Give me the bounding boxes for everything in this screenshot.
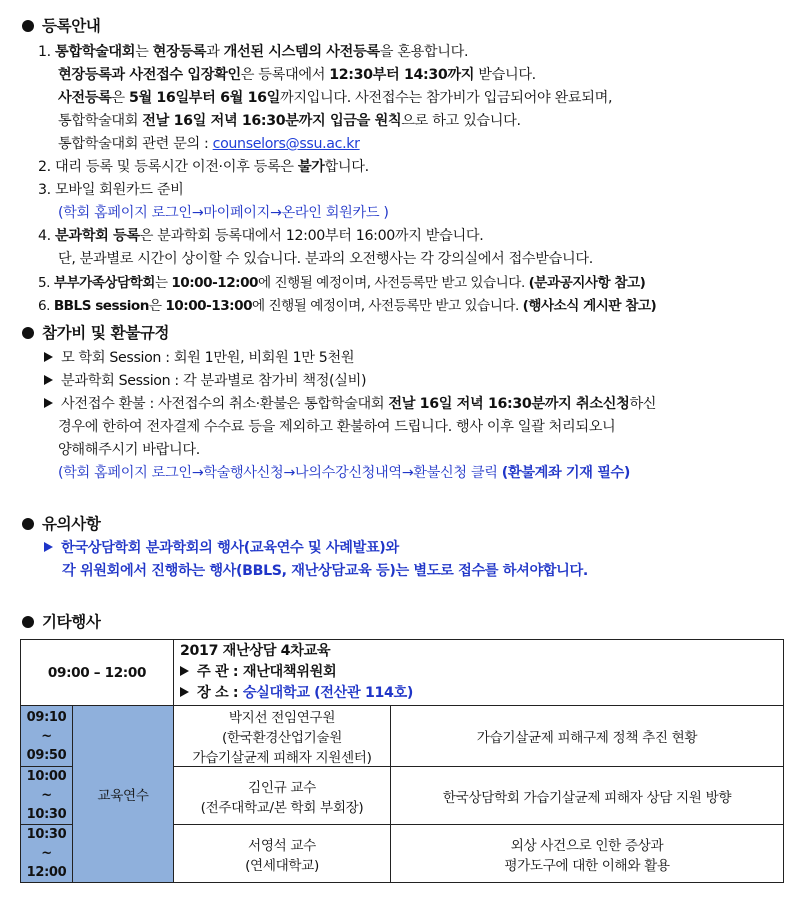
registration-line-6: 2. 대리 등록 및 등록시간 이전·이후 등록은 불가합니다. xyxy=(38,159,369,175)
triangle-bullet-icon xyxy=(44,375,53,385)
registration-line-9: 4. 분과학회 등록은 분과학회 등록대에서 12:00부터 16:00까지 받습니다. xyxy=(38,228,484,244)
bullet-circle-icon xyxy=(22,518,34,530)
session-time: 10:30 ~ 12:00 xyxy=(21,825,73,883)
triangle-bullet-icon xyxy=(180,666,189,676)
session-category: 교육연수 xyxy=(73,706,174,883)
registration-line-10: 단, 분과별로 시간이 상이할 수 있습니다. 분과의 오전행사는 각 강의실에서 접수받습니다. xyxy=(58,251,593,267)
bullet-circle-icon xyxy=(22,20,34,32)
bullet-circle-icon xyxy=(22,616,34,628)
session-speaker: 박지선 전임연구원 (한국환경산업기술원 가습기살균제 피해자 지원센터) xyxy=(174,706,391,767)
bullet-circle-icon xyxy=(22,327,34,339)
fee-line-1: 모 학회 Session : 회원 1만원, 비회원 1만 5천원 xyxy=(44,347,354,367)
event-time: 09:00 – 12:00 xyxy=(21,640,174,706)
section-heading-notes: 유의사항 xyxy=(22,512,101,534)
event-organizer: 주 관 : 재난대책위원회 xyxy=(180,662,777,683)
registration-line-4: 통합학술대회 전날 16일 저녁 16:30분까지 입금을 원칙으로 하고 있습니다. xyxy=(58,113,521,129)
note-line-1: 한국상담학회 분과학회의 행사(교육연수 및 사례발표)와 xyxy=(44,537,399,557)
registration-line-3: 사전등록은 5월 16일부터 6월 16일까지입니다. 사전접수는 참가비가 입금되어야 완료되며, xyxy=(58,90,613,106)
fee-line-4: 경우에 한하여 전자결제 수수료 등을 제외하고 환불하여 드립니다. 행사 이후 일괄 처리되오니 xyxy=(58,419,616,435)
fee-line-5: 양해해주시기 바랍니다. xyxy=(58,442,200,458)
session-topic: 한국상담학회 가습기살균제 피해자 상담 지원 방향 xyxy=(391,767,784,825)
fee-line-6: (학회 홈페이지 로그인→학술행사신청→나의수강신청내역→환불신청 클릭 (환불계좌 기재 필수) xyxy=(58,465,631,481)
event-title: 2017 재난상담 4차교육 xyxy=(180,643,331,659)
triangle-bullet-icon xyxy=(44,542,53,552)
event-header-row xyxy=(21,640,784,706)
registration-line-1: 1. 통합학술대회는 현장등록과 개선된 시스템의 사전등록을 혼용합니다. xyxy=(38,44,469,60)
fee-line-3: 사전접수 환불 : 사전접수의 취소·환불은 통합학술대회 전날 16일 저녁 16:30분까지 취소신청하신 xyxy=(44,393,656,413)
section-heading-registration: 등록안내 xyxy=(22,14,101,36)
section-heading-fees: 참가비 및 환불규정 xyxy=(22,321,169,343)
session-topic: 외상 사건으로 인한 증상과 평가도구에 대한 이해와 활용 xyxy=(391,825,784,883)
triangle-bullet-icon xyxy=(180,687,189,697)
session-speaker: 김인규 교수 (전주대학교/본 학회 부회장) xyxy=(174,767,391,825)
event-venue: 장 소 : 숭실대학교 (전산관 114호) xyxy=(180,683,777,704)
contact-email-link[interactable]: counselors@ssu.ac.kr xyxy=(212,136,360,152)
registration-line-5: 통합학술대회 관련 문의 : counselors@ssu.ac.kr xyxy=(58,136,360,152)
triangle-bullet-icon xyxy=(44,352,53,362)
triangle-bullet-icon xyxy=(44,398,53,408)
table-row xyxy=(21,706,784,767)
registration-line-2: 현장등록과 사전접수 입장확인은 등록대에서 12:30부터 14:30까지 받습니다. xyxy=(58,67,536,83)
registration-line-11: 5. 부부가족상담학회는 10:00-12:00에 진행될 예정이며, 사전등록만 받고 있습니다. (분과공지사항 참고) xyxy=(38,275,646,291)
note-line-2: 각 위원회에서 진행하는 행사(BBLS, 재난상담교육 등)는 별도로 접수를 하셔야합니다. xyxy=(62,563,588,579)
session-time: 09:10 ~ 09:50 xyxy=(21,706,73,767)
registration-line-12: 6. BBLS session은 10:00-13:00에 진행될 예정이며, 사전등록만 받고 있습니다. (행사소식 게시판 참고) xyxy=(38,298,657,314)
section-heading-other: 기타행사 xyxy=(22,610,101,632)
session-speaker: 서영석 교수 (연세대학교) xyxy=(174,825,391,883)
session-time: 10:00 ~ 10:30 xyxy=(21,767,73,825)
registration-line-7: 3. 모바일 회원카드 준비 xyxy=(38,182,184,198)
registration-line-8: (학회 홈페이지 로그인→마이페이지→온라인 회원카드 ) xyxy=(58,205,389,221)
event-table xyxy=(20,639,784,883)
session-topic: 가습기살균제 피해구제 정책 추진 현황 xyxy=(391,706,784,767)
event-info xyxy=(174,640,784,706)
fee-line-2: 분과학회 Session : 각 분과별로 참가비 책정(실비) xyxy=(44,370,366,390)
